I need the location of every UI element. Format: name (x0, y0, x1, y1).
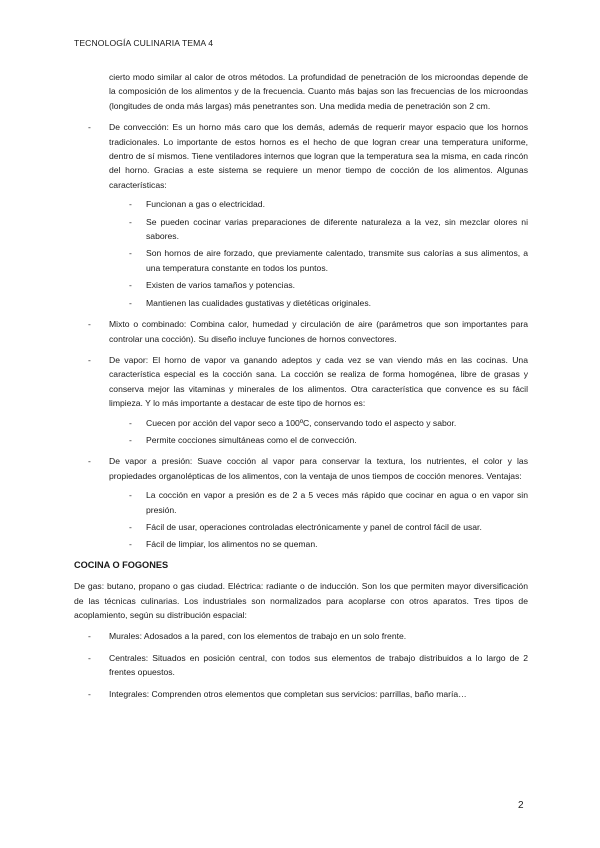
layout-type-text: Integrales: Comprenden otros elementos que completan sus servicios: parrillas, baño maría… (109, 688, 467, 699)
characteristic-text: Son hornos de aire forzado, que previamente calentado, transmite sus calorías a sus alimentos, a una temperatura constante en todos los puntos. (146, 248, 528, 273)
dash-bullet: - (129, 297, 132, 308)
characteristic-item (109, 416, 528, 430)
dash-bullet: - (129, 199, 132, 210)
characteristics-list (109, 197, 528, 310)
section-heading: COCINA O FOGONES (74, 559, 169, 570)
dash-bullet: - (88, 122, 91, 133)
oven-type-text: De vapor: El horno de vapor va ganando adeptos y cada vez se van viendo más en las cocinas. Una característica especial es la cocción sana. La cocción se realiza de forma homogénea, libre de grasas y conserva mejor las vitaminas y minerales de los alimentos. Otra característica que convence es su fácil limpieza. Y lo más importante a destacar de este tipo de hornos es: (109, 354, 528, 409)
dash-bullet: - (129, 539, 132, 550)
characteristic-text: Fácil de usar, operaciones controladas electrónicamente y panel de control fácil de usar. (146, 521, 482, 532)
dash-bullet: - (88, 319, 91, 330)
dash-bullet: - (129, 248, 132, 259)
document-body (74, 70, 528, 701)
characteristic-text: La cocción en vapor a presión es de 2 a 5 veces más rápido que cocinar en agua o en vapor sin presión. (146, 490, 528, 515)
characteristic-text: Funcionan a gas o electricidad. (146, 199, 265, 210)
oven-types-list (74, 120, 528, 552)
characteristic-text: Permite cocciones simultáneas como el de convección. (146, 434, 357, 445)
characteristic-item (109, 197, 528, 211)
dash-bullet: - (88, 688, 91, 699)
characteristic-text: Cuecen por acción del vapor seco a 100ºC, conservando todo el aspecto y sabor. (146, 417, 457, 428)
dash-bullet: - (129, 490, 132, 501)
dash-bullet: - (129, 216, 132, 227)
oven-type-text: De vapor a presión: Suave cocción al vapor para conservar la textura, los nutrientes, el color y las propiedades organolépticas de los alimentos, con la ventaja de unos tiempos de cocción menores. Ventajas: (109, 456, 528, 481)
layout-type-item (74, 651, 528, 680)
dash-bullet: - (88, 652, 91, 663)
oven-type-text: De convección: Es un horno más caro que los demás, además de requerir mayor espacio que los hornos tradicionales. Lo importante de estos hornos es el hecho de que logran crear una temperatura uniforme, dentro de sí mismos. Tiene ventiladores internos que logran que la temperatura sea la misma, en cada rincón del horno. Gracias a este sistema se requiere un menor tiempo de cocción de los alimentos. Algunas características: (109, 122, 528, 190)
layout-type-item (74, 629, 528, 643)
dash-bullet: - (88, 631, 91, 642)
dash-bullet: - (88, 456, 91, 467)
oven-type-item (74, 353, 528, 447)
oven-type-item (74, 120, 528, 310)
dash-bullet: - (129, 434, 132, 445)
layout-type-text: Centrales: Situados en posición central, con todos sus elementos de trabajo distribuidos a lo largo de 2 frentes opuestos. (109, 652, 528, 678)
characteristic-item (109, 537, 528, 551)
dash-bullet: - (129, 417, 132, 428)
dash-bullet: - (88, 354, 91, 365)
characteristic-item (109, 278, 528, 292)
characteristic-item (109, 215, 528, 244)
characteristics-list (109, 488, 528, 552)
page-header: TECNOLOGÍA CULINARIA TEMA 4 (74, 38, 214, 48)
characteristic-item (109, 520, 528, 534)
characteristics-list (109, 416, 528, 448)
characteristic-item (109, 433, 528, 447)
intro-continuation: cierto modo similar al calor de otros métodos. La profundidad de penetración de los microondas depende de la composición de los alimentos y de la frecuencia. Cuanto más bajas son las frecuencias de los microondas (longitudes de onda más largas) más penetrantes son. Una medida media de penetración son 2 cm. (109, 72, 528, 111)
oven-type-item (74, 317, 528, 346)
characteristic-text: Mantienen las cualidades gustativas y dietéticas originales. (146, 297, 371, 308)
characteristic-item (109, 488, 528, 517)
dash-bullet: - (129, 280, 132, 291)
characteristic-text: Se pueden cocinar varias preparaciones de diferente naturaleza a la vez, sin mezclar olores ni sabores. (146, 216, 528, 242)
layout-types-list (74, 629, 528, 701)
layout-type-text: Murales: Adosados a la pared, con los elementos de trabajo en un solo frente. (109, 631, 407, 642)
layout-type-item (74, 687, 528, 701)
characteristic-text: Existen de varios tamaños y potencias. (146, 280, 296, 291)
characteristic-item (109, 246, 528, 275)
oven-type-text: Mixto o combinado: Combina calor, humedad y circulación de aire (parámetros que son importantes para controlar una cocción). Su diseño incluye funciones de hornos convectores. (109, 319, 528, 344)
characteristic-text: Fácil de limpiar, los alimentos no se queman. (146, 539, 318, 550)
dash-bullet: - (129, 521, 132, 532)
page-number: 2 (518, 800, 524, 811)
section-paragraph: De gas: butano, propano o gas ciudad. Eléctrica: radiante o de inducción. Son los que permiten mayor diversificación de las técnicas culinarias. Los industriales son normalizados para acoplarse con otros aparatos. Tres tipos de acoplamiento, según su distribución espacial: (74, 581, 528, 620)
oven-type-item (74, 454, 528, 551)
characteristic-item (109, 296, 528, 310)
